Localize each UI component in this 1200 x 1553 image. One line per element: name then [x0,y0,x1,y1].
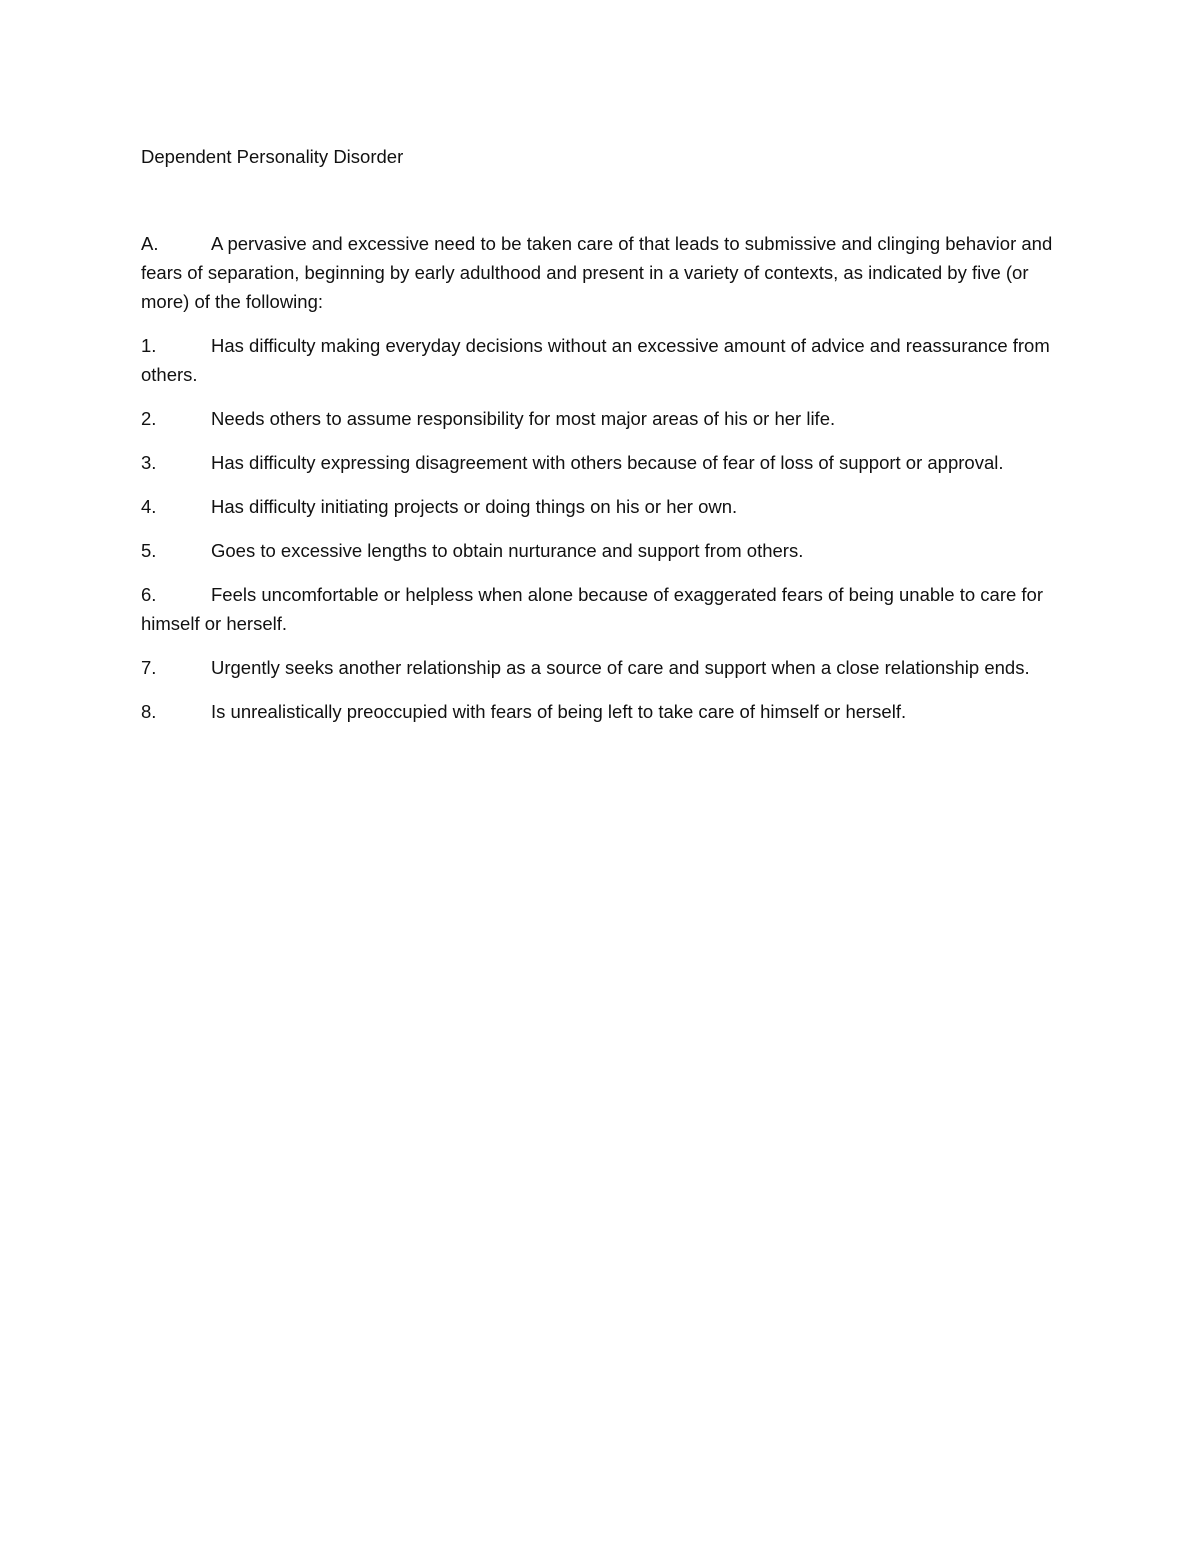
list-item-number: 7. [141,657,157,678]
list-item [141,653,1066,682]
list-item-number: 5. [141,540,157,561]
list-item [141,448,1066,477]
criterion-a-marker: A. [141,233,159,254]
list-item-number: 4. [141,496,157,517]
criterion-a-text: A pervasive and excessive need to be taken care of that leads to submissive and clinging behavior and fears of separation, beginning by early adulthood and present in a variety of contexts, as indicated by five (or more) of the following: [141,233,1053,312]
list-item-text: Needs others to assume responsibility for most major areas of his or her life. [211,408,836,429]
list-item-text: Urgently seeks another relationship as a source of care and support when a close relationship ends. [211,657,1030,678]
list-item-text: Has difficulty expressing disagreement with others because of fear of loss of support or approval. [211,452,1004,473]
list-item-text: Is unrealistically preoccupied with fears of being left to take care of himself or herself. [211,701,907,722]
list-item-number: 8. [141,701,157,722]
list-item-number: 6. [141,584,157,605]
list-item-number: 2. [141,408,157,429]
list-item [141,697,1066,726]
list-item-text: Has difficulty initiating projects or doing things on his or her own. [211,496,738,517]
list-item [141,404,1066,433]
document-title: Dependent Personality Disorder [141,146,404,167]
list-item [141,580,1066,638]
list-item [141,331,1066,389]
list-item-text: Goes to excessive lengths to obtain nurturance and support from others. [211,540,804,561]
list-item [141,492,1066,521]
criterion-a [141,229,1066,316]
list-item [141,536,1066,565]
list-item-text: Feels uncomfortable or helpless when alone because of exaggerated fears of being unable to care for himself or herself. [141,584,1044,634]
list-item-text: Has difficulty making everyday decisions without an excessive amount of advice and reassurance from others. [141,335,1050,385]
list-item-number: 3. [141,452,157,473]
list-item-number: 1. [141,335,157,356]
document-body [141,229,1066,741]
